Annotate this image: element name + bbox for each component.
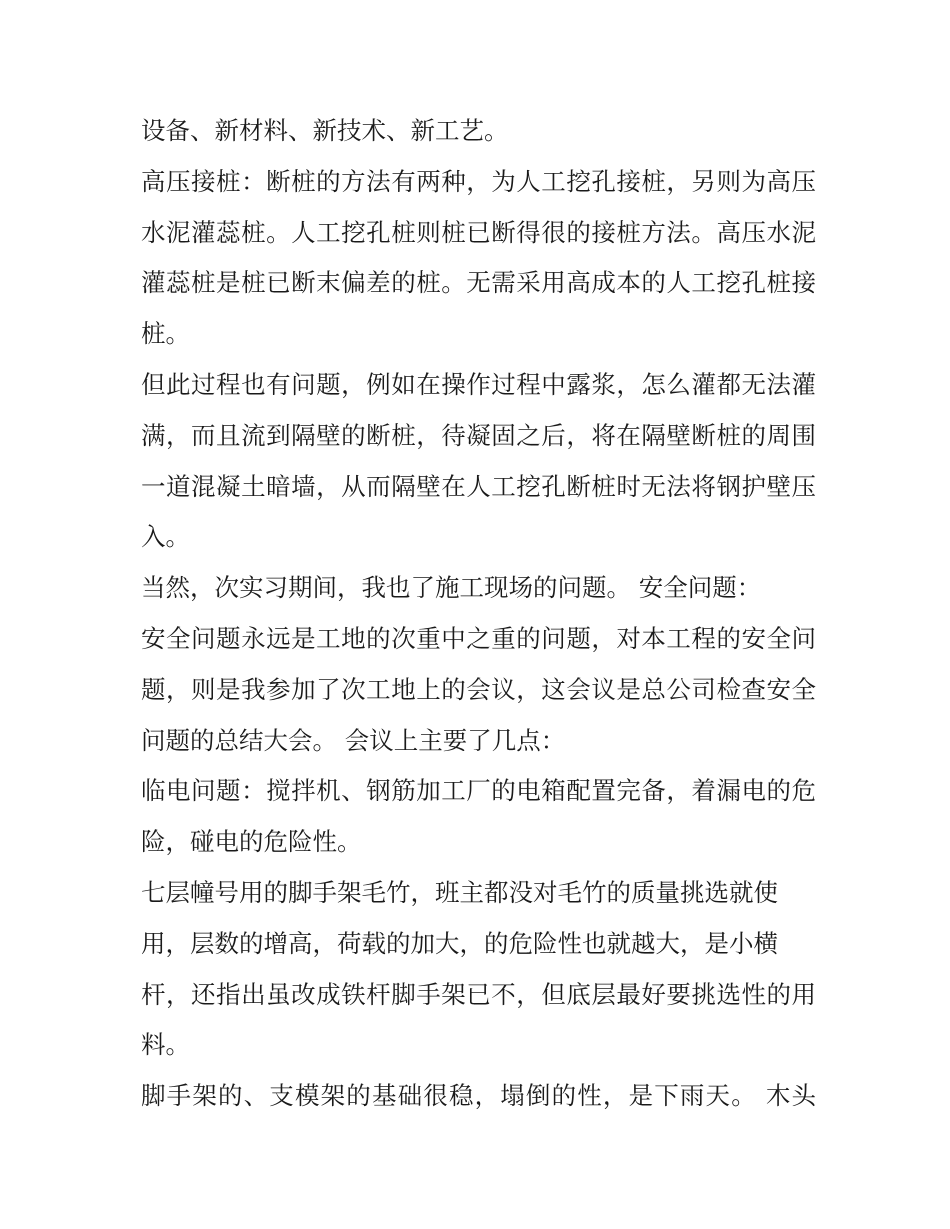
- text-line: 料。: [141, 1030, 190, 1060]
- text-line: 临电问题：搅拌机、钢筋加工厂的电箱配置完备，着漏电的危: [141, 776, 816, 806]
- text-line: 问题的总结大会。 会议上主要了几点：: [141, 725, 566, 755]
- text-line: 入。: [141, 522, 190, 552]
- text-line: 满，而且流到隔壁的断桩，待凝固之后，将在隔壁断桩的周围: [141, 420, 816, 450]
- text-line: 但此过程也有问题，例如在操作过程中露浆，怎么灌都无法灌: [141, 369, 816, 399]
- text-line: 安全问题永远是工地的次重中之重的问题，对本工程的安全问: [141, 623, 816, 653]
- text-line: 七层幢号用的脚手架毛竹，班主都没对毛竹的质量挑选就使: [141, 877, 778, 907]
- text-line: 杆，还指出虽改成铁杆脚手架已不，但底层最好要挑选性的用: [141, 979, 816, 1009]
- body-text: [141, 106, 816, 1122]
- text-line: 险，碰电的危险性。: [141, 827, 362, 857]
- text-line: 用，层数的增高，荷载的加大，的危险性也就越大，是小横: [141, 928, 778, 958]
- text-line: 高压接桩：断桩的方法有两种，为人工挖孔接桩，另则为高压: [141, 166, 816, 196]
- text-line: 题，则是我参加了次工地上的会议，这会议是总公司检查安全: [141, 674, 816, 704]
- text-line: 桩。: [141, 319, 190, 349]
- text-line: 一道混凝土暗墙，从而隔壁在人工挖孔断桩时无法将钢护壁压: [141, 471, 816, 501]
- text-line: 当然，次实习期间，我也了施工现场的问题。 安全问题：: [141, 573, 762, 603]
- text-line: 灌蕊桩是桩已断末偏差的桩。无需采用高成本的人工挖孔桩接: [141, 268, 816, 298]
- text-line: 水泥灌蕊桩。人工挖孔桩则桩已断得很的接桩方法。高压水泥: [141, 217, 816, 247]
- text-line: 脚手架的、支模架的基础很稳，塌倒的性，是下雨天。 木头: [141, 1081, 816, 1111]
- text-line: 设备、新材料、新技术、新工艺。: [141, 116, 509, 145]
